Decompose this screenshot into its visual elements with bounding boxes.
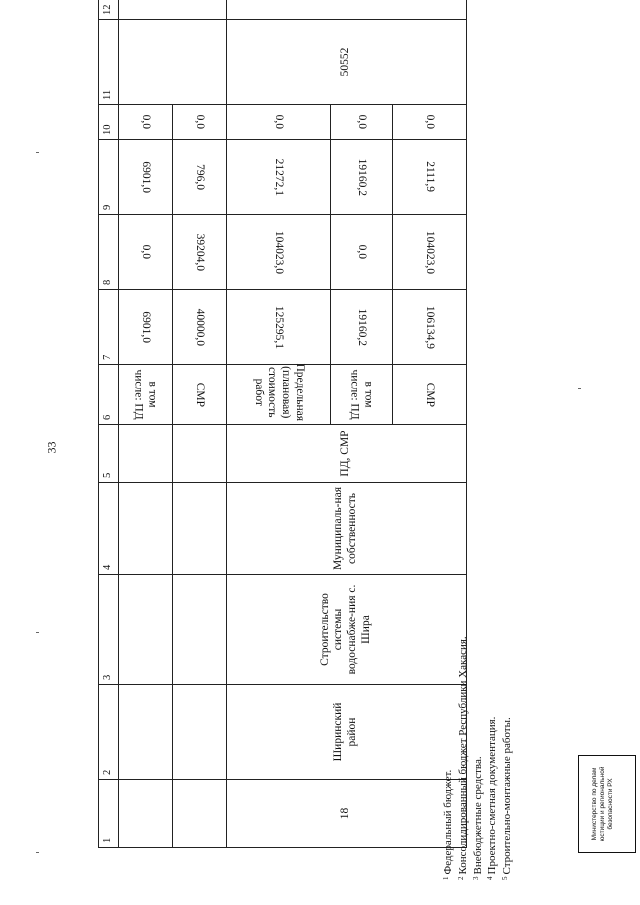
cell-text: СМР	[193, 382, 206, 407]
cell-cost-type	[392, 365, 466, 425]
cell-row-number: 18	[226, 780, 466, 848]
cell-value	[172, 215, 226, 290]
footnote-3	[470, 490, 485, 880]
footnotes	[440, 490, 570, 880]
header-col-9: 9	[99, 140, 119, 215]
cell-text: 0,0	[272, 114, 285, 130]
table-row	[118, 0, 172, 848]
cell-value	[392, 105, 466, 140]
cell-total: 50552	[226, 20, 466, 105]
footnote-mark: 3	[471, 876, 480, 880]
header-col-2: 2	[99, 685, 119, 780]
cell-value	[392, 140, 466, 215]
footnote-mark: 1	[442, 876, 450, 880]
cell-value	[118, 105, 172, 140]
cell-work-type	[118, 425, 172, 483]
cell-text: СМР	[423, 382, 436, 407]
cell-extra	[118, 0, 226, 20]
cell-value	[226, 290, 330, 365]
cell-extra	[226, 0, 466, 20]
cell-ownership	[118, 483, 172, 575]
cell-text: 19160,2	[355, 308, 368, 346]
cell-value	[118, 140, 172, 215]
header-col-1: 1	[99, 780, 119, 848]
cell-value	[172, 290, 226, 365]
cell-text: 6901,0	[139, 311, 152, 343]
stamp-text: Министерство по делам юстиции и региональной безопасности РХ	[591, 766, 614, 842]
cell-text: Предельная (плановая) стоимость работ	[252, 363, 306, 421]
cell-value	[226, 215, 330, 290]
cell-cost-type	[226, 365, 330, 425]
cell-text: 19160,2	[355, 158, 368, 196]
cell-text: в том числе: ПД	[349, 369, 375, 420]
cell-work-type	[172, 425, 226, 483]
footnote-mark: 2	[456, 876, 465, 880]
cell-value	[118, 290, 172, 365]
cell-text: 6901,0	[139, 161, 152, 193]
table-row	[226, 0, 330, 848]
cell-text: 0,0	[355, 114, 368, 130]
cell-text: 40000,0	[193, 308, 206, 346]
cell-value	[330, 290, 392, 365]
header-col-7: 7	[99, 290, 119, 365]
cell-ownership	[172, 483, 226, 575]
cell-text: 39204,0	[193, 233, 206, 271]
footnote-mark: 5	[501, 876, 510, 880]
scan-mark	[578, 388, 581, 389]
header-col-5: 5	[99, 425, 119, 483]
header-numbers-row	[99, 0, 119, 848]
footnote-mark: 4	[486, 876, 495, 880]
budget-table-container	[98, 4, 464, 848]
cell-text: в том числе: ПД	[133, 369, 159, 420]
footnote-4	[484, 490, 499, 880]
footnote-text: Консолидированный бюджет Республики Хакасия.	[456, 636, 469, 875]
header-col-8: 8	[99, 215, 119, 290]
cell-object: Строительство системы водоснабже-ния с. Шира	[226, 575, 466, 685]
cell-cost-type	[118, 365, 172, 425]
cell-total	[118, 20, 226, 105]
cell-object	[172, 575, 226, 685]
cell-text: 104023,0	[423, 230, 436, 274]
footnote-text: Строительно-монтажные работы.	[501, 717, 514, 875]
cell-value	[226, 105, 330, 140]
cell-district	[172, 685, 226, 780]
cell-row-number	[172, 780, 226, 848]
cell-object	[118, 575, 172, 685]
table-row	[172, 0, 226, 848]
cell-text: 0,0	[423, 114, 436, 130]
header-col-6: 6	[99, 365, 119, 425]
header-col-10: 10	[99, 105, 119, 140]
cell-text: 2111,9	[423, 161, 436, 193]
cell-text: 104023,0	[272, 230, 285, 274]
footnote-5	[499, 490, 514, 880]
cell-text: 0,0	[139, 244, 152, 260]
scan-mark	[36, 152, 39, 153]
cell-text: 21272,1	[272, 158, 285, 196]
cell-value	[226, 140, 330, 215]
header-col-3: 3	[99, 575, 119, 685]
cell-district	[118, 685, 172, 780]
cell-row-number	[118, 780, 172, 848]
cell-value	[330, 105, 392, 140]
cell-ownership: Муниципаль-ная собственность	[226, 483, 466, 575]
header-col-12: 12	[99, 0, 119, 20]
footnote-text: Внебюджетные средства.	[471, 756, 484, 875]
cell-value	[392, 290, 466, 365]
cell-text: 0,0	[193, 114, 206, 130]
header-col-11: 11	[99, 20, 119, 105]
cell-work-type: ПД, СМР	[226, 425, 466, 483]
cell-value	[118, 215, 172, 290]
cell-text: 796,0	[193, 164, 206, 190]
cell-value	[172, 105, 226, 140]
page-number: 33	[44, 441, 59, 454]
cell-value	[392, 215, 466, 290]
ministry-stamp	[578, 755, 636, 853]
cell-cost-type	[330, 365, 392, 425]
budget-table	[98, 0, 467, 848]
scan-mark	[36, 632, 39, 633]
footnote-2	[455, 490, 470, 880]
cell-text: 0,0	[355, 244, 368, 260]
footnotes-rotated	[440, 490, 570, 880]
cell-value	[330, 215, 392, 290]
header-col-4: 4	[99, 483, 119, 575]
cell-text: 106134,9	[423, 305, 436, 349]
cell-district: Ширинский район	[226, 685, 466, 780]
footnote-1	[440, 490, 455, 880]
cell-cost-type	[172, 365, 226, 425]
footnote-text: Проектно-сметная документация.	[486, 716, 499, 875]
footnote-text: Федеральный бюджет.	[442, 769, 454, 875]
cell-text: 0,0	[139, 114, 152, 130]
scan-mark	[36, 852, 39, 853]
cell-text: 125295,1	[272, 305, 285, 349]
cell-value	[330, 140, 392, 215]
cell-value	[172, 140, 226, 215]
